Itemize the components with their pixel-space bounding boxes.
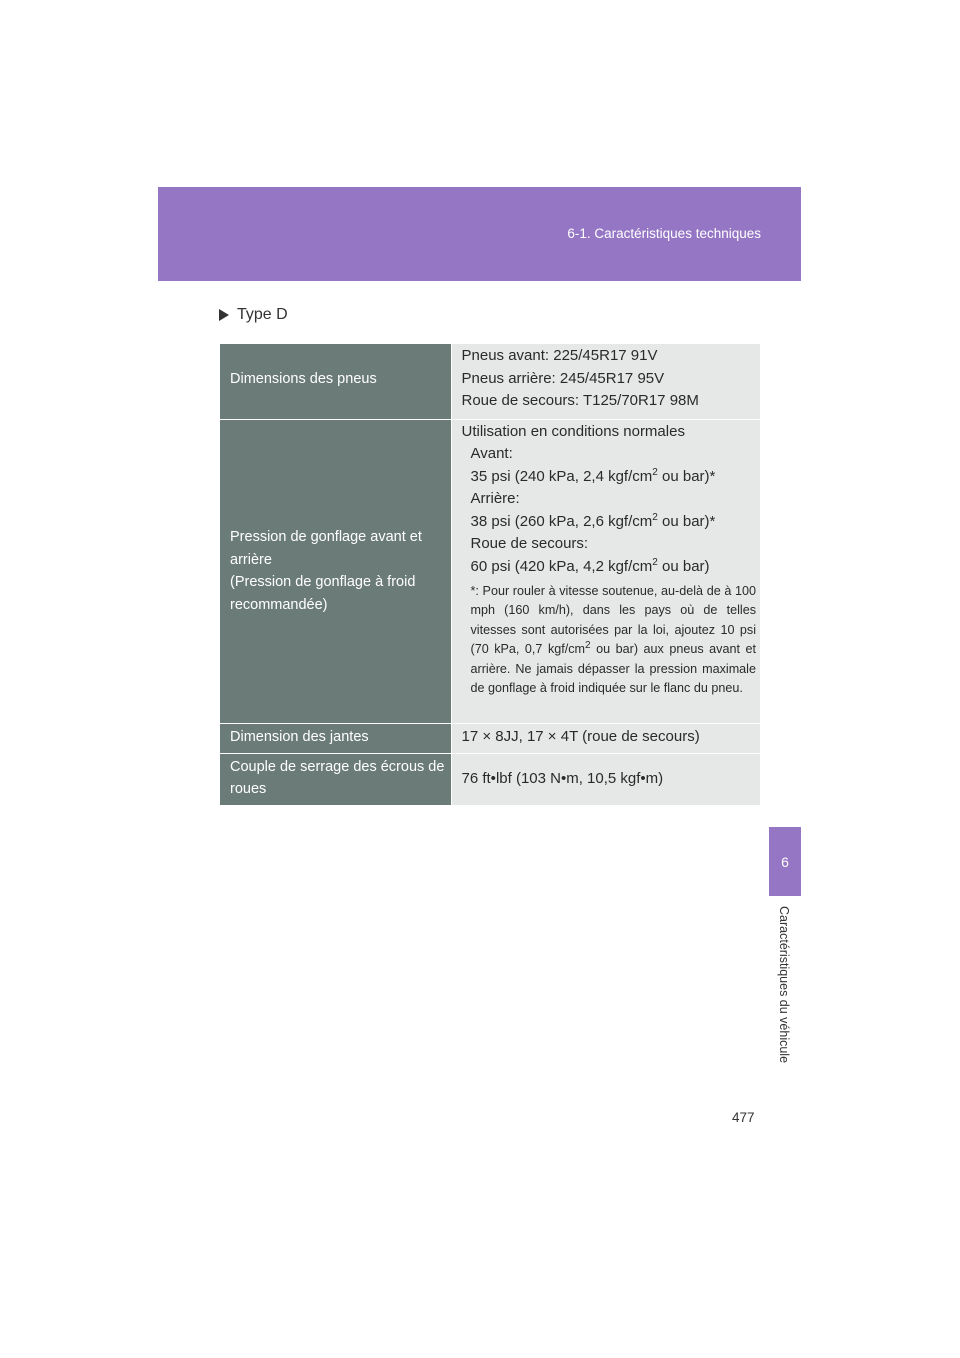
- section-heading-text: Type D: [237, 306, 288, 323]
- rim-size-label: Dimension des jantes: [230, 728, 369, 745]
- tire-size-label-cell: [220, 344, 451, 419]
- torque-label-cell: [220, 753, 451, 805]
- pressure-label-note: (Pression de gonflage à froid recommandée): [230, 574, 416, 613]
- tire-size-value-cell: [451, 344, 760, 419]
- tire-spec-table: [220, 344, 760, 805]
- section-heading: [219, 306, 288, 324]
- pressure-label-cell: [220, 419, 451, 723]
- table-row-torque: [220, 753, 760, 805]
- chapter-number: 6: [781, 853, 789, 870]
- rear-pressure-value: 38 psi (260 kPa, 2,6 kgf/$cm^2$ ou bar)*: [470, 511, 716, 530]
- spare-pressure-value: 60 psi (420 kPa, 4,2 kgf/$cm^2$ ou bar): [470, 556, 710, 575]
- spare-pressure-label: Roue de secours:: [470, 535, 589, 552]
- torque-value-cell: [451, 753, 760, 805]
- rear-tire-size: Pneus arrière: 245/45R17 95V: [461, 369, 665, 387]
- table-row-rim-size: [220, 723, 760, 753]
- rim-size-label-cell: [220, 723, 451, 753]
- chapter-header-band: [158, 187, 801, 281]
- rim-size-value-cell: [451, 723, 760, 753]
- pressure-footnote: *: Pour rouler à vitesse soutenue, au-delà de à 100 mph (160 km/h), dans les pays où de telles vitesses sont autorisées par la loi, ajoutez 10 psi (70 kPa, 0,7 kgf/$cm^2$ ou bar) aux pneus avant et arrière. Ne jamais dépasser la pression maximale de gonflage à froid indiquée sur le flanc du pneu.: [470, 584, 756, 696]
- section-title: 6-1. Caractéristiques techniques: [567, 226, 761, 241]
- page-number: 477: [732, 1110, 755, 1125]
- table-row-tire-size: [220, 344, 760, 419]
- torque-label: Couple de serrage des écrous de roues: [230, 758, 445, 797]
- torque-value: 76 ft•lbf (103 N•m, 10,5 kgf•m): [461, 770, 664, 787]
- chapter-tab: [769, 827, 801, 896]
- front-pressure-value: 35 psi (240 kPa, 2,4 kgf/$cm^2$ ou bar)*: [470, 466, 716, 485]
- tire-size-label: Dimensions des pneus: [230, 371, 377, 387]
- spare-tire-size: Roue de secours: T125/70R17 98M: [461, 392, 699, 409]
- triangle-right-icon: [219, 309, 229, 321]
- pressure-label: Pression de gonflage avant et arrière: [230, 529, 422, 568]
- rim-size-value: 17 × 8JJ, 17 × 4T (roue de secours): [461, 727, 700, 745]
- rear-pressure-label: Arrière:: [470, 490, 520, 507]
- table-row-pressure: [220, 419, 760, 723]
- pressure-value-cell: [451, 419, 760, 723]
- front-tire-size: Pneus avant: 225/45R17 91V: [461, 347, 658, 364]
- chapter-side-label: Caractéristiques du véhicule: [777, 906, 791, 1064]
- front-pressure-label: Avant:: [470, 445, 513, 462]
- pressure-intro: Utilisation en conditions normales: [461, 422, 685, 440]
